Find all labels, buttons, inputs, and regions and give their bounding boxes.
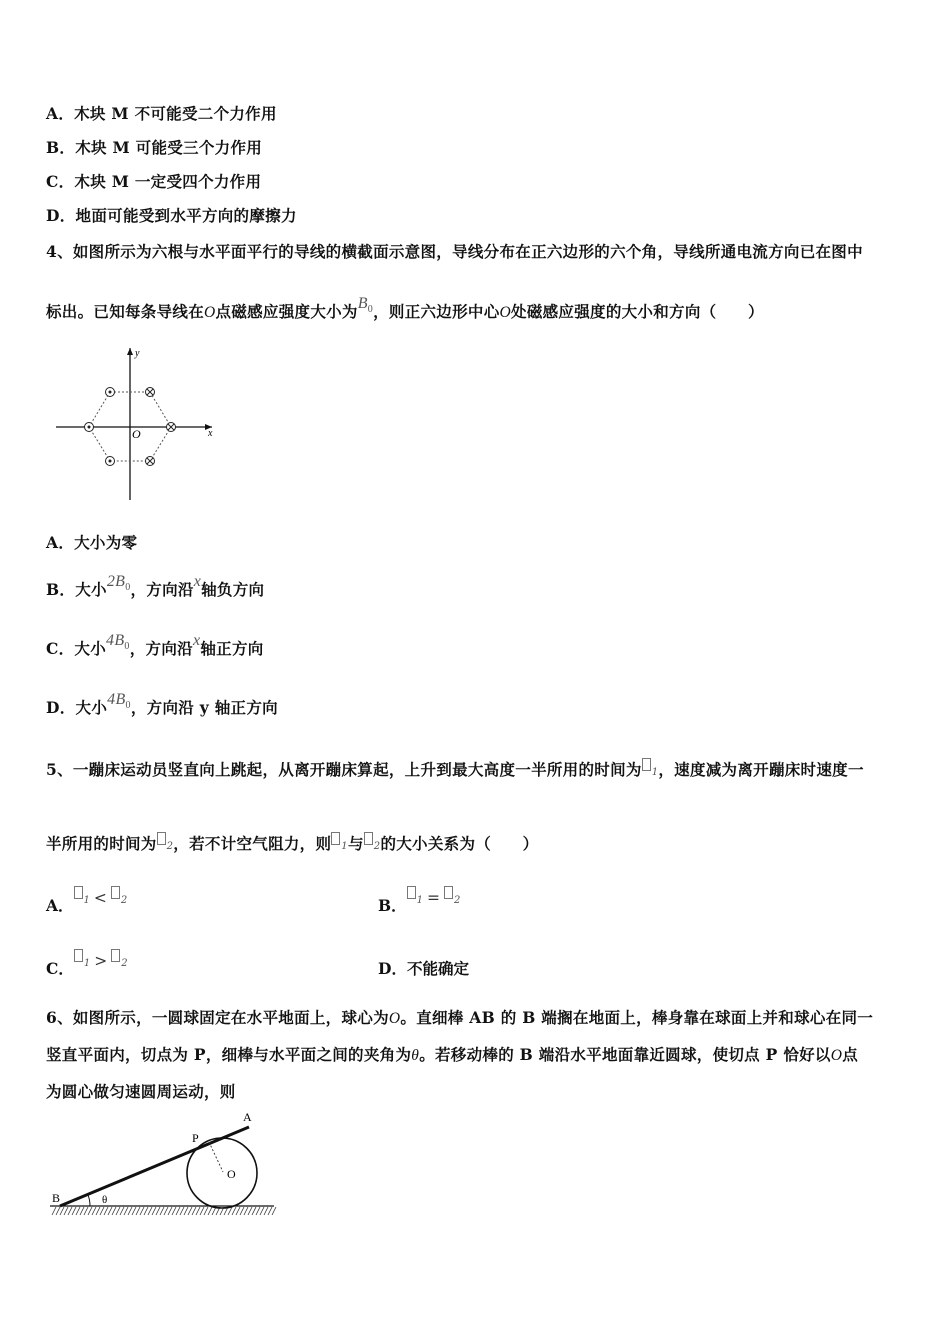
- q5-option-b: B． 1 = 2: [378, 894, 460, 916]
- y-axis-label: y: [135, 348, 140, 359]
- q5-option-c: C． 1 > 2: [46, 957, 128, 979]
- wire-out: [106, 457, 115, 466]
- x-axis-label: x: [208, 428, 213, 439]
- q5-stem-line1: 5、一蹦床运动员竖直向上跳起，从离开蹦床算起，上升到最大高度一半所用的时间为 1，速度减为离开蹦床时速度一: [46, 760, 864, 779]
- radius-op: [209, 1142, 223, 1172]
- label-p: P: [192, 1131, 199, 1145]
- wire-out: [85, 423, 94, 432]
- q5-option-a: A． 1 < 2: [46, 894, 127, 916]
- wire-in: [146, 457, 155, 466]
- q3-option-a: A．木块 M 不可能受二个力作用: [46, 104, 277, 123]
- ground-hatch: [52, 1207, 276, 1215]
- label-theta: θ: [102, 1194, 108, 1206]
- b0-symbol: $B_0$: [357, 295, 374, 316]
- q6-stem-line3: 为圆心做匀速圆周运动，则: [46, 1082, 236, 1101]
- q6-stem-line2: 竖直平面内，切点为 P，细棒与水平面之间的夹角为θ。若移动棒的 B 端沿水平地面靠近圆球，使切点 P 恰好以O点: [46, 1045, 859, 1064]
- q5-option-d: D．不能确定: [378, 959, 469, 978]
- q4-option-a: A．大小为零: [46, 533, 138, 552]
- q6-stem-line1: 6、如图所示，一圆球固定在水平地面上，球心为O。直细棒 AB 的 B 端搁在地面上，棒身靠在球面上并和球心在同一: [46, 1008, 874, 1027]
- label-b: B: [52, 1191, 61, 1205]
- q4-stem-line2: 标出。已知每条导线在O点磁感应强度大小为$B_0$，则正六边形中心O处磁感应强度的大小和方向（ ）: [46, 295, 764, 321]
- q3-option-b: B．木块 M 可能受三个力作用: [46, 138, 263, 157]
- q5-stem-line2: 半所用的时间为 2，若不计空气阻力，则 1与 2的大小关系为（ ）: [46, 834, 539, 853]
- q4-option-c: C．大小$4B_0$，方向沿x轴正方向: [46, 632, 264, 658]
- q4-hexagon-figure: [50, 340, 220, 505]
- q4-option-d: D．大小$4B_0$，方向沿 y 轴正方向: [46, 691, 278, 717]
- wire-in: [146, 388, 155, 397]
- rod-ab: [60, 1127, 249, 1206]
- wire-in: [167, 423, 176, 432]
- t1-placeholder: [642, 758, 651, 771]
- q3-option-d: D．地面可能受到水平方向的摩擦力: [46, 206, 297, 225]
- label-a: A: [243, 1110, 252, 1124]
- q4-stem-line1: 4、如图所示为六根与水平面平行的导线的横截面示意图，导线分布在正六边形的六个角，导线所通电流方向已在图中: [46, 242, 863, 261]
- origin-label: O: [132, 427, 141, 441]
- q3-option-c: C．木块 M 一定受四个力作用: [46, 172, 262, 191]
- label-o: O: [227, 1167, 236, 1181]
- theta-arc: [88, 1195, 90, 1206]
- wire-out: [106, 388, 115, 397]
- q4-option-b: B．大小$2B_0$，方向沿x轴负方向: [46, 573, 265, 599]
- q6-ball-rod-figure: [44, 1106, 284, 1221]
